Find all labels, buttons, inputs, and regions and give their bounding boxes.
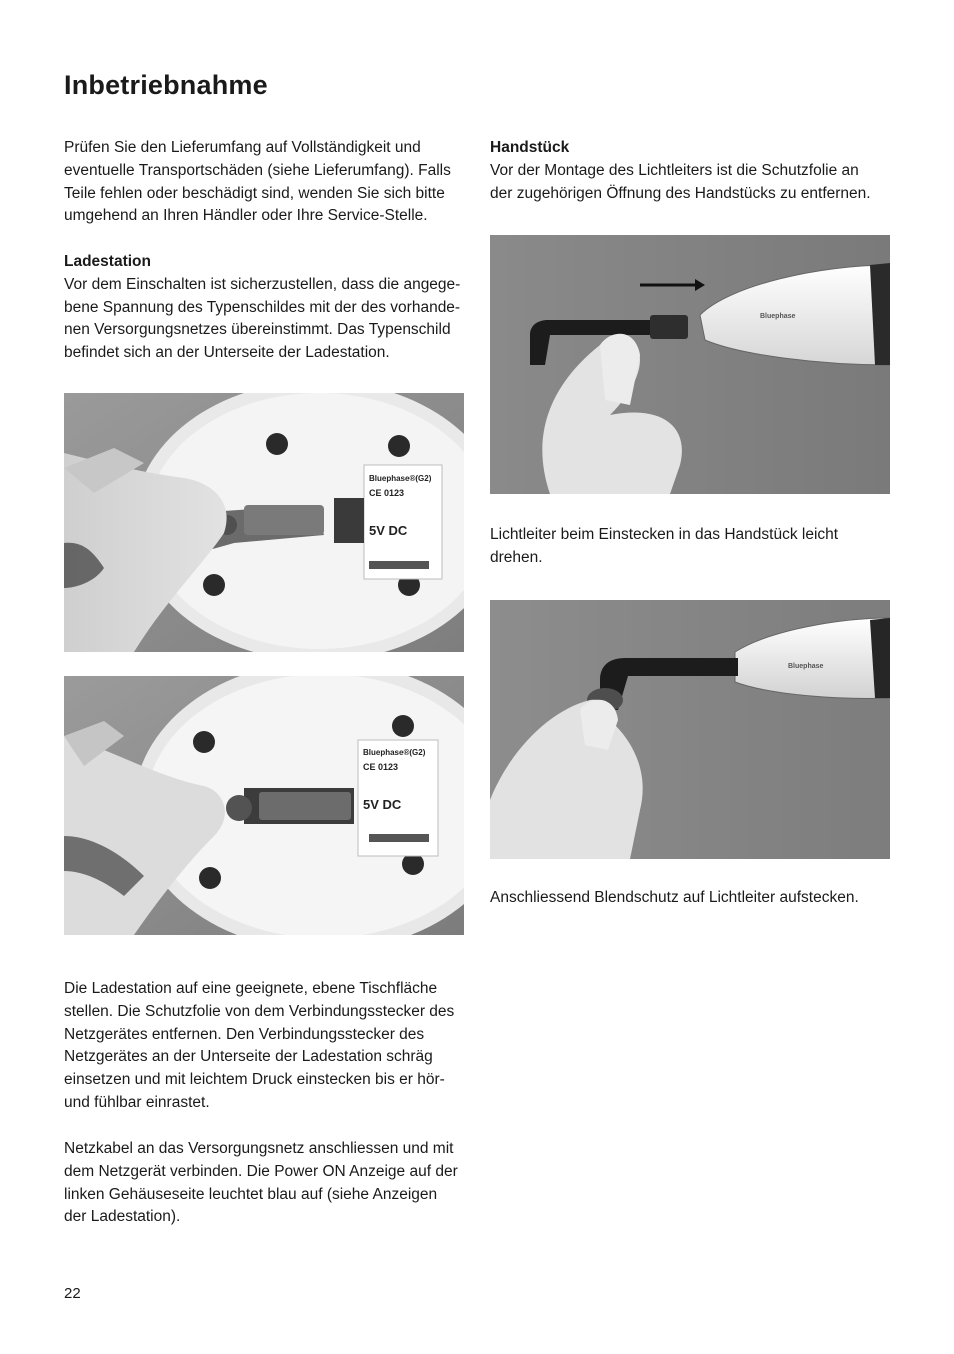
caption-lichtleiter-drehen: Lichtleiter beim Einstecken in das Handstück leicht drehen. [490, 526, 839, 566]
label-voltage-2: 5V DC [363, 797, 402, 812]
power-section [64, 1138, 464, 1229]
caption-1-section [490, 524, 890, 570]
handstueck-heading: Handstück [490, 139, 570, 156]
caption-2-section [490, 887, 890, 910]
ladestation-section [64, 251, 464, 365]
power-paragraph: Netzkabel an das Versorgungsnetz anschliessen und mit dem Netzgerät verbinden. Die Power ON Anzeige auf der linken Gehäuseseite leuchtet blau auf (siehe Anzeigen der Ladestation). [64, 1140, 458, 1226]
ladestation-heading: Ladestation [64, 253, 151, 270]
label-ce: CE 0123 [369, 488, 405, 498]
intro-section [64, 137, 464, 228]
handstueck-paragraph: Vor der Montage des Lichtleiters ist die Schutzfolie an der zugehörigen Öffnung des Handstücks zu entfernen. [490, 161, 871, 202]
handstueck-section [490, 137, 890, 205]
ladestation-paragraph: Vor dem Einschalten ist sicherzustellen, dass die angege- bene Spannung des Typenschildes mit der des vorhande- nen Versorgungsnetzes übereinstimmt. Das Typenschild befindet sich an der Unterseite der Ladestation. [64, 275, 461, 362]
photo-ladestation-plug-insert [64, 393, 464, 652]
photo-lichtleiter-insert [490, 235, 890, 494]
page-number: 22 [64, 1285, 81, 1302]
setup-paragraph: Die Ladestation auf eine geeignete, ebene Tischfläche stellen. Die Schutzfolie von dem Verbindungsstecker des Netzgerätes entfernen. Den Verbindungsstecker des Netzgerätes an der Unterseite der Ladestation schräg einsetzen und mit leichtem Druck einstecken bis er hör- und fühlbar einrastet. [64, 980, 455, 1111]
photo-blendschutz [490, 600, 890, 859]
intro-paragraph: Prüfen Sie den Lieferumfang auf Vollständigkeit und eventuelle Transportschäden (siehe Lieferumfang). Falls Teile fehlen oder beschädigt sind, wenden Sie sich bitte umgehend an Ihren Händler oder Ihre Service-Stelle. [64, 139, 451, 225]
page-title: Inbetriebnahme [64, 70, 268, 100]
label-ce-2: CE 0123 [363, 762, 399, 772]
label-brand: Bluephase®(G2) [369, 474, 432, 483]
caption-blendschutz: Anschliessend Blendschutz auf Lichtleiter aufstecken. [490, 889, 859, 906]
setup-section [64, 978, 464, 1115]
label-brand-2: Bluephase®(G2) [363, 748, 426, 757]
handpiece-label-2: Bluephase [788, 663, 824, 670]
photo-ladestation-plug-seated [64, 676, 464, 935]
label-voltage: 5V DC [369, 523, 408, 538]
handpiece-label: Bluephase [760, 313, 796, 320]
